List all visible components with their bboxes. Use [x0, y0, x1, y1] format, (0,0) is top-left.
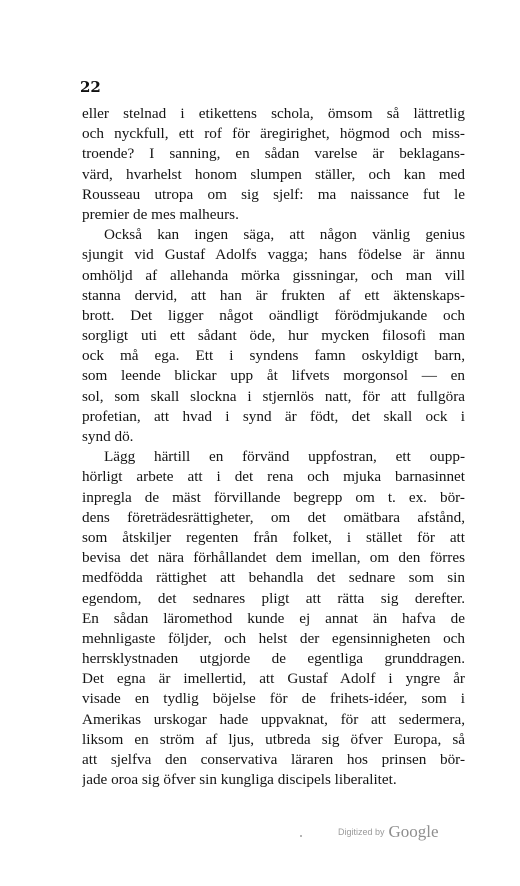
text-line: och nyckfull, ett rof för äregirighet, högmod och miss- [82, 125, 465, 143]
text-line: Amerikas urskogar hade uppvaknat, för att sedermera, [82, 710, 465, 728]
text-line: egendom, det sednares pligt att rätta sig derefter. [82, 589, 465, 607]
text-line: sorgligt uti ett sådant öde, hur mycken filosofi man [82, 327, 465, 345]
text-line: omhöljd af allehanda mörka gissningar, och man vill [82, 266, 465, 284]
text-line: sjungit vid Gustaf Adolfs vagga; hans födelse är ännu [82, 246, 465, 264]
text-line: ock må ega. Ett i syndens famn oskyldigt barn, [82, 347, 465, 365]
google-logo: Google [388, 822, 439, 841]
text-line: medfödda rättighet att behandla det sednare som sin [82, 569, 465, 587]
text-line: hörligt arbete att i det rena och mjuka barnasinnet [82, 468, 465, 486]
text-line: profetian, att hvad i synd är födt, det skall ock i [82, 407, 465, 425]
text-line: Det egna är imellertid, att Gustaf Adolf i yngre år [82, 670, 465, 688]
text-line: jade oroa sig öfver sin kungliga discipels liberalitet. [82, 771, 397, 789]
text-line: mehnligaste följder, och helst der egensinnigheten och [82, 629, 465, 647]
digitized-watermark [338, 822, 439, 844]
paragraph-start-line: Lägg härtill en förvänd uppfostran, ett oupp- [104, 448, 465, 466]
text-line: brott. Det ligger något oändligt förödmjukande och [82, 306, 465, 324]
text-line: visade en tydlig böjelse för de frihets-idéer, som i [82, 690, 465, 708]
text-line: som leende blickar upp åt lifvets morgonsol — en [82, 367, 465, 385]
text-line: herrsklystnaden utgjorde de egentliga grunddragen. [82, 650, 465, 668]
text-line: liksom en ström af ljus, utbreda sig öfver Europa, så [82, 730, 465, 748]
text-line: eller stelnad i etikettens schola, ömsom så lättretlig [82, 105, 465, 122]
text-line: inpregla de mäst förvillande begrepp om t. ex. bör- [82, 488, 465, 506]
text-line: troende? I sanning, en sådan varelse är beklagans- [82, 145, 465, 163]
text-line: dens företrädesrättigheter, om det omätbara afstånd, [82, 508, 465, 526]
body-text [82, 104, 465, 790]
text-line: sol, som skall slockna i stjernlös natt, för att fullgöra [82, 387, 465, 405]
watermark-prefix: Digitized by [338, 827, 385, 837]
text-line: stanna dervid, att han är frukten af ett äktenskaps- [82, 286, 465, 304]
text-line: Rousseau utropa om sig sjelf: ma naissance fut le [82, 185, 465, 203]
text-line: En sådan läromethod kunde ej annat än hafva de [82, 609, 465, 627]
text-line: som åtskiljer regenten från folket, i stället för att [82, 528, 465, 546]
paragraph-start-line: Också kan ingen säga, att någon vänlig genius [104, 226, 465, 244]
page-number: 22 [80, 78, 101, 96]
text-line: värd, hvarhelst honom slumpen ställer, och kan med [82, 165, 465, 183]
text-line: premier de mes malheurs. [82, 205, 239, 223]
text-line: att sjelfva den conservativa läraren hos prinsen bör- [82, 751, 465, 768]
text-line: synd dö. [82, 428, 134, 445]
text-line: bevisa det nära förhållandet dem imellan, om den förres [82, 549, 465, 567]
scan-speck [300, 835, 302, 837]
